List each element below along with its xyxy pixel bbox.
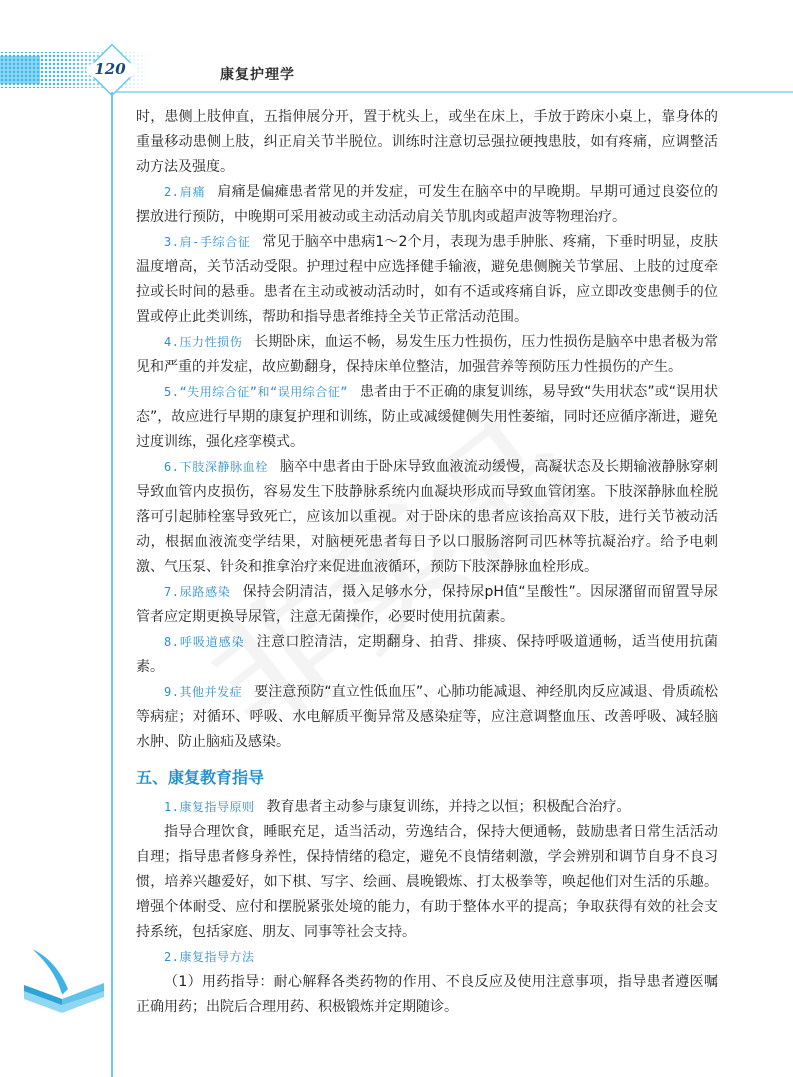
quill-pen-book-icon: [18, 945, 110, 1015]
item-label: 9.其他并发症: [164, 685, 243, 699]
item-disuse-misuse-syndrome: [136, 380, 718, 455]
item-text: 常见于脑卒中患病1～2个月，表现为患手肿胀、疼痛，下垂时明显，皮肤温度增高，关节活动受限。护理过程中应选择健手输液，避免患侧腕关节掌屈、上肢的过度牵拉或长时间的悬垂。患者在主动或被动活动时，如有不适或疼痛自诉，应立即改变患侧手的位置或停止此类训练，帮助和指导患者维持全关节正常活动范围。: [136, 234, 718, 325]
item-label: 8.呼吸道感染: [164, 635, 245, 649]
item-label: 6.下肢深静脉血栓: [164, 460, 269, 474]
item-label: 2.康复指导方法: [164, 950, 255, 964]
item-label: 7.尿路感染: [164, 585, 231, 599]
item-shoulder-pain: [136, 180, 718, 230]
page-number: 120: [94, 60, 126, 78]
edu-guide-paragraph: 指导合理饮食，睡眠充足，适当活动，劳逸结合，保持大便通畅，鼓励患者日常生活活动自理；指导患者修身养性，保持情绪的稳定，避免不良情绪刺激，学会辨别和调节自身不良习惯，培养兴趣爱好，如下棋、写字、绘画、晨晚锻炼、打太极拳等，唤起他们对生活的乐趣。增强个体耐受、应付和摆脱紧张处境的能力，有助于整体水平的提高；争取获得有效的社会支持系统，包括家庭、朋友、同事等社会支持。: [136, 824, 718, 940]
item-label: 5.“失用综合征”和“误用综合征”: [164, 385, 348, 399]
edu-principle: [136, 795, 718, 820]
item-text: 长期卧床，血运不畅，易发生压力性损伤，压力性损伤是脑卒中患者极为常见和严重的并发症，故应勤翻身，保持床单位整洁，加强营养等预防压力性损伤的产生。: [136, 334, 719, 375]
item-pressure-injury: [136, 330, 718, 380]
edu-method-heading: [136, 945, 718, 970]
item-text: 保持会阴清洁，摄入足够水分，保持尿pH值“呈酸性”。因尿潴留而留置导尿管者应定期更换导尿管，注意无菌操作，必要时使用抗菌素。: [136, 584, 719, 625]
item-text: 要注意预防“直立性低血压”、心肺功能减退、神经肌肉反应减退、骨质疏松等病症；对循环、呼吸、水电解质平衡异常及感染症等，应注意调整血压、改善呼吸、减轻脑水肿、防止脑疝及感染。: [136, 684, 718, 750]
item-text: 患者由于不正确的康复训练，易导致“失用状态”或“误用状态”，故应进行早期的康复护理和训练，防止或减缓健侧失用性萎缩，同时还应循序渐进，避免过度训练，强化痉挛模式。: [136, 384, 718, 450]
item-text: 教育患者主动参与康复训练，并持之以恒；积极配合治疗。: [266, 799, 631, 815]
section-title: 五、康复教育指导: [136, 768, 265, 787]
book-title: 康复护理学: [220, 67, 295, 83]
item-urinary-infection: [136, 580, 718, 630]
item-text: 肩痛是偏瘫患者常见的并发症，可发生在脑卒中的早晚期。早期可通过良姿位的摆放进行预防，中晚期可采用被动或主动活动肩关节肌肉或超声波等物理治疗。: [136, 184, 718, 225]
paragraph-intro: 时，患侧上肢伸直，五指伸展分开，置于枕头上，或坐在床上，手放于跨床小桌上，靠身体的重量移动患侧上肢，纠正肩关节半脱位。训练时注意切忌强拉硬拽患肢，如有疼痛，应调整活动方法及强度。: [136, 109, 718, 175]
item-respiratory-infection: [136, 630, 718, 680]
item-other-complications: [136, 680, 718, 755]
page-content: [136, 105, 718, 1020]
item-label: 1.康复指导原则: [164, 800, 255, 814]
item-label: 3.肩-手综合征: [164, 235, 251, 249]
item-text: 脑卒中患者由于卧床导致血液流动缓慢，高凝状态及长期输液静脉穿刺导致血管内皮损伤，容易发生下肢静脉系统内血凝块形成而导致血管闭塞。下肢深静脉血栓脱落可引起肺栓塞导致死亡，应该加以重视。对于卧床的患者应该抬高双下肢，进行关节被动活动，根据血液流变学结果，对脑梗死患者每日予以口服肠溶阿司匹林等抗凝治疗。给予电刺激、气压泵、针灸和推拿治疗来促进血液循环，预防下肢深静脉血栓形成。: [136, 459, 718, 575]
edu-method-item-1: （1）用药指导：耐心解释各类药物的作用、不良反应及使用注意事项，指导患者遵医嘱正确用药；出院后合理用药、积极锻炼并定期随诊。: [136, 974, 718, 1015]
item-deep-vein-thrombosis: [136, 455, 718, 580]
left-margin-rule: [111, 92, 113, 1077]
item-text: 注意口腔清洁，定期翻身、拍背、排痰、保持呼吸道通畅，适当使用抗菌素。: [136, 634, 719, 675]
item-shoulder-hand-syndrome: [136, 230, 718, 330]
item-label: 4.压力性损伤: [164, 335, 243, 349]
item-label: 2.肩痛: [164, 185, 206, 199]
